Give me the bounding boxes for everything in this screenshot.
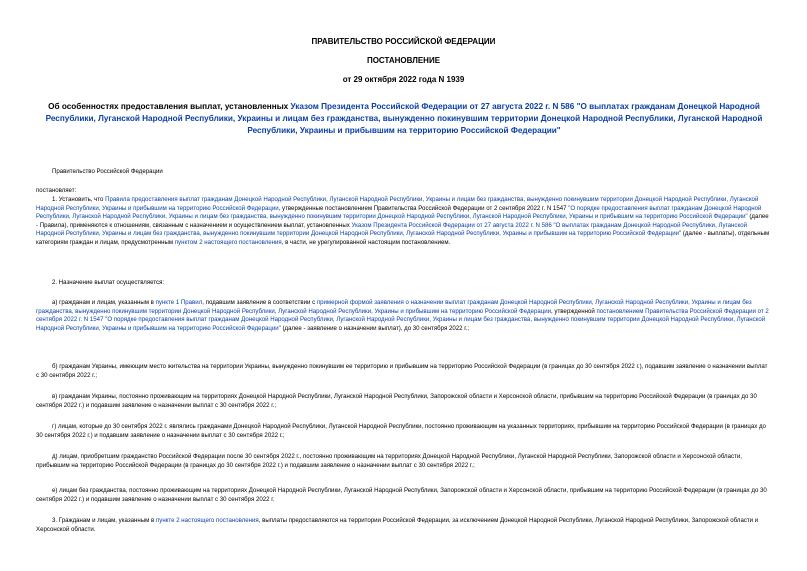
subtitle-text: Об особенностях предоставления выплат, установленных — [48, 102, 291, 111]
document-subtitle — [36, 101, 772, 137]
resolution-1547-link-2[interactable]: постановлением Правительства Российской Федерации от 2 сентября 2022 г. N 1547 "О порядке предоставления выплат гражданам Донецкой Народной Республики, Луганской Народной Республики, Украины и лицам без гражданства, вынужденно покинувшим территории Донецкой Народной Республики, Луганской Народной Республики, Украины и прибывшим на территорию Российской Федерации" — [36, 307, 769, 332]
document-type: ПОСТАНОВЛЕНИЕ — [366, 56, 441, 65]
intro-resolves: постановляет: — [36, 187, 77, 194]
p1-text-5: , в части, не урегулированной настоящим постановлением. — [281, 238, 451, 246]
government-title: ПРАВИТЕЛЬСТВО РОССИЙСКОЙ ФЕДЕРАЦИИ — [311, 37, 496, 46]
subtitle-decree-link[interactable]: Указом Президента Российской Федерации от 27 августа 2022 г. N 586 "О выплатах гражданам Донецкой Народной Республики, Луганской Народной Республики, Украины и лицам без гражданства, вынужденно покинувшим территории Донецкой Народной Республики, Луганской Народной Республики, Украины и прибывшим на территорию Российской Федерации" — [45, 102, 763, 135]
p3-text-2: , выплаты предоставляются на территории Российской Федерации, за исключением Донецкой Народной Республики, Луганской Народной Республики, Запорожской области и Херсонской области. — [36, 517, 759, 533]
paragraph-2: 2. Назначение выплат осуществляется: — [52, 279, 165, 286]
p1-text-3: (далее - Правила), применяются к отношениям, связанным с назначением и осуществлением выплат, установленных — [36, 213, 769, 229]
resolution-1547-link[interactable]: "О порядке предоставления выплат гражданам Донецкой Народной Республики, Луганской Народной Республики, Украины и лицам без гражданства, вынужденно покинувшим территории Донецкой Народной Республики, Луганской Народной Республики, Украины и прибывшим на территорию Российской Федерации" — [36, 204, 762, 221]
p1-text-4: (далее - выплаты), отдельным категориям граждан и лицам, предусмотренным — [36, 230, 770, 246]
p1-text-2: , утвержденные постановлением Правительства Российской Федерации от 2 сентября 2022 г. N 1547 — [278, 204, 569, 212]
paragraph-v: в) гражданам Украины, постоянно проживающим на территориях Донецкой Народной Республики, Луганской Народной Республики, Запорожской области и Херсонской области, прибывшим на территорию Российской Федерации (в границах до 30 сентября 2022 г.) и подавшим заявление о назначении выплат с 30 сентября 2022 г.; — [36, 393, 757, 409]
rules-point-1-link[interactable]: пункте 1 Правил — [155, 299, 203, 306]
date-number: от 29 октября 2022 года N 1939 — [342, 75, 465, 84]
decree-586-link[interactable]: Указом Президента Российской Федерации от 27 августа 2022 г. N 586 "О выплатах гражданам Донецкой Народной Республики, Луганской Народной Республики, Украины и лицам без гражданства, вынужденно покинувшим территории Донецкой Народной Республики, Луганской Народной Республики, Украины и прибывшим на территорию Российской Федерации" — [36, 221, 747, 238]
point-2-link-2[interactable]: пункте 2 настоящего постановления — [155, 517, 259, 524]
paragraph-a — [36, 299, 772, 333]
paragraph-3 — [36, 517, 772, 534]
paragraph-b: б) гражданам Украины, имеющим место жительства на территории Украины, вынужденно покинувшим ее территорию и прибывшим на территорию Российской Федерации (в границах до 30 сентября 2022 г.), подавшим заявление о назначении выплат с 30 сентября 2022 г.; — [36, 363, 768, 379]
rules-link[interactable]: Правила предоставления выплат гражданам Донецкой Народной Республики, Луганской Народной Республики, Украины и лицам без гражданства, вынужденно покинувшим территории Донецкой Народной Республики, Луганской Народной Республики, Украины и прибывшим на территорию Российской Федерации — [36, 196, 759, 212]
intro-government: Правительство Российской Федерации — [52, 168, 163, 175]
p1-text-1: 1. Установить, что — [52, 196, 106, 203]
application-form-link[interactable]: примерной формой заявления о назначении выплат гражданам Донецкой Народной Республики, Луганской Народной Республики, Украины и лицам без гражданства, вынужденно покинувшим территории Донецкой Народной Республики, Луганской Народной Республики, Украины и прибывшим на территорию Российской Федерации — [36, 299, 752, 315]
pa-text-4: (далее - заявление о назначении выплат), до 30 сентября 2022 г.; — [280, 324, 470, 332]
paragraph-d: д) лицам, приобретшим гражданство Российской Федерации после 30 сентября 2022 г., постоянно проживающим на территориях Донецкой Народной Республики, Луганской Народной Республики, Запорожской области и Херсонской области, прибывшим на территорию Российской Федерации (в границах до 30 сентября 2022 г.) и подавшим заявление о назначении выплат с 30 сентября 2022 г.; — [36, 453, 742, 469]
p3-text-1: 3. Гражданам и лицам, указанным в — [52, 517, 156, 524]
pa-text-2: , подавшим заявление в соответствии с — [202, 299, 317, 306]
pa-text-3: , утвержденной — [551, 307, 597, 315]
paragraph-e: е) лицам без гражданства, постоянно проживающим на территориях Донецкой Народной Республики, Луганской Народной Республики, Запорожской области и Херсонской области, прибывшим на территорию Российской Федерации (в границах до 30 сентября 2022 г.) и подавшим заявление о назначении выплат с 30 сентября 2022 г. — [36, 487, 767, 503]
paragraph-g: г) лицам, которые до 30 сентября 2022 г. являлись гражданами Донецкой Народной Республики, Луганской Народной Республики, постоянно проживающим на указанных территориях, прибывшим на территорию Российской Федерации (в границах до 30 сентября 2022 г.) и подавшим заявление о назначении выплат с 30 сентября 2022 г.; — [36, 423, 766, 439]
pa-text-1: а) гражданам и лицам, указанным в — [52, 299, 156, 306]
paragraph-1 — [36, 196, 772, 248]
point-2-link[interactable]: пунктом 2 настоящего постановления — [174, 238, 282, 246]
